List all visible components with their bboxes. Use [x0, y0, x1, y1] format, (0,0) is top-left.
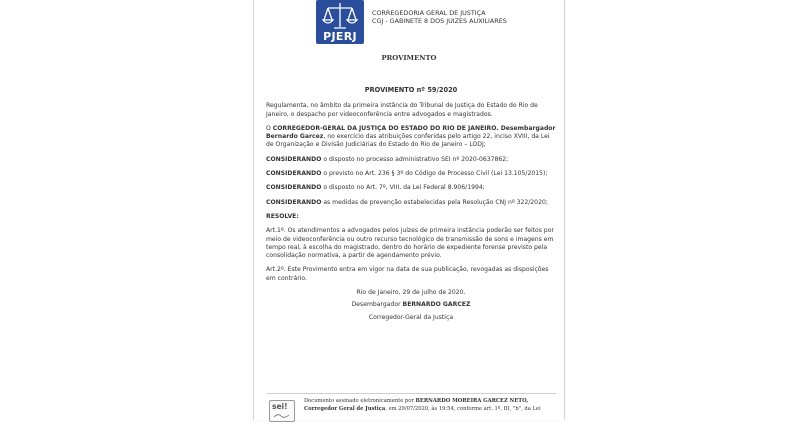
resolve-heading: [266, 213, 556, 221]
organization-header: [372, 9, 507, 25]
considerando-2: [266, 170, 556, 178]
preamble-authority: CORREGEDOR-GERAL DA JUSTIÇA DO ESTADO DO RIO DE JANEIRO. Desembargador Bernardo Garcez: [266, 124, 556, 141]
document-title: PROVIMENTO nº 59/2020: [364, 86, 458, 94]
considerando-text: o disposto no processo administrativo SEI nº 2020-0637862;: [323, 155, 509, 163]
org-department: CGJ - GABINETE 8 DOS JUIZES AUXILIARES: [372, 17, 507, 25]
place-date: Rio de Janeiro, 29 de julho de 2020.: [356, 289, 466, 297]
considerando-label: CONSIDERANDO: [266, 155, 322, 163]
signature-line-2: [304, 405, 554, 413]
article-2: Art.2º. Este Provimento entra em vigor na data de sua publicação, revogadas as disposições em contrário.: [266, 266, 549, 282]
sei-logo: [269, 400, 295, 422]
pjerj-logo: [316, 0, 364, 44]
ementa: Regulamenta, no âmbito da primeira instância do Tribunal de Justiça do Estado do Rio de Janeiro, o despacho por videoconferência entre advogados e magistrados.: [266, 102, 538, 118]
considerando-text: o disposto no Art. 7º, VIII, da Lei Federal 8.906/1994;: [323, 184, 485, 192]
signature-text: [304, 397, 554, 413]
document-page: [253, 0, 565, 420]
signature-pen-icon: [273, 412, 291, 419]
signer-prefix: Desembargador: [351, 301, 403, 309]
resolve-label: RESOLVE:: [266, 212, 299, 220]
considerando-label: CONSIDERANDO: [266, 198, 322, 206]
signature-role: Corregedor Geral de Justiça: [304, 406, 386, 412]
signature-name: BERNARDO MOREIRA GARCEZ NETO,: [415, 398, 529, 404]
signer-role: Corregedor-Geral da Justiça: [368, 313, 454, 321]
considerando-1: [266, 156, 556, 164]
signature-details: , em 29/07/2020, às 19:54, conforme art. 1º, III, "b", da Lei: [385, 406, 541, 412]
considerando-text: as medidas de prevenção estabelecidas pela Resolução CNJ nº 322/2020;: [323, 198, 548, 206]
considerando-text: o previsto no Art. 236 § 3º do Código de Processo Civil (Lei 13.105/2015);: [323, 170, 548, 178]
preamble: [266, 125, 556, 150]
logo-text: PJERJ: [323, 30, 357, 43]
signature-line-1: [304, 397, 554, 405]
org-name: CORREGEDORIA GERAL DE JUSTIÇA: [372, 9, 486, 17]
document-body: [266, 86, 556, 326]
preamble-rest: , no exercício das atribuições conferidas pelo artigo 22, inciso XVIII, da Lei de Organização e Divisão Judiciárias do Estado do Rio de Janeiro – LODJ;: [266, 133, 550, 149]
considerando-label: CONSIDERANDO: [266, 170, 322, 178]
document-type-heading: PROVIMENTO: [381, 54, 437, 62]
article-1: Art.1º. Os atendimentos a advogados pelos juízes de primeira instância poderão ser feitos por meio de videoconferência ou outro recurso tecnológico de transmissão de sons e imagens em tempo real, à escolha do magistrado, dentro do horário de expediente forense previsto pela consolidação normativa, a partir de agendamento prévio.: [266, 227, 554, 260]
considerando-3: [266, 184, 556, 192]
sei-logo-text: sei!: [272, 402, 288, 411]
considerando-4: [266, 199, 556, 207]
signer-line: [266, 301, 556, 309]
signer-name: BERNARDO GARCEZ: [402, 301, 471, 309]
signature-prefix: Documento assinado eletronicamente por: [304, 398, 416, 404]
electronic-signature-block: [266, 393, 556, 424]
considerando-label: CONSIDERANDO: [266, 184, 322, 192]
preamble-article: O: [266, 124, 273, 132]
